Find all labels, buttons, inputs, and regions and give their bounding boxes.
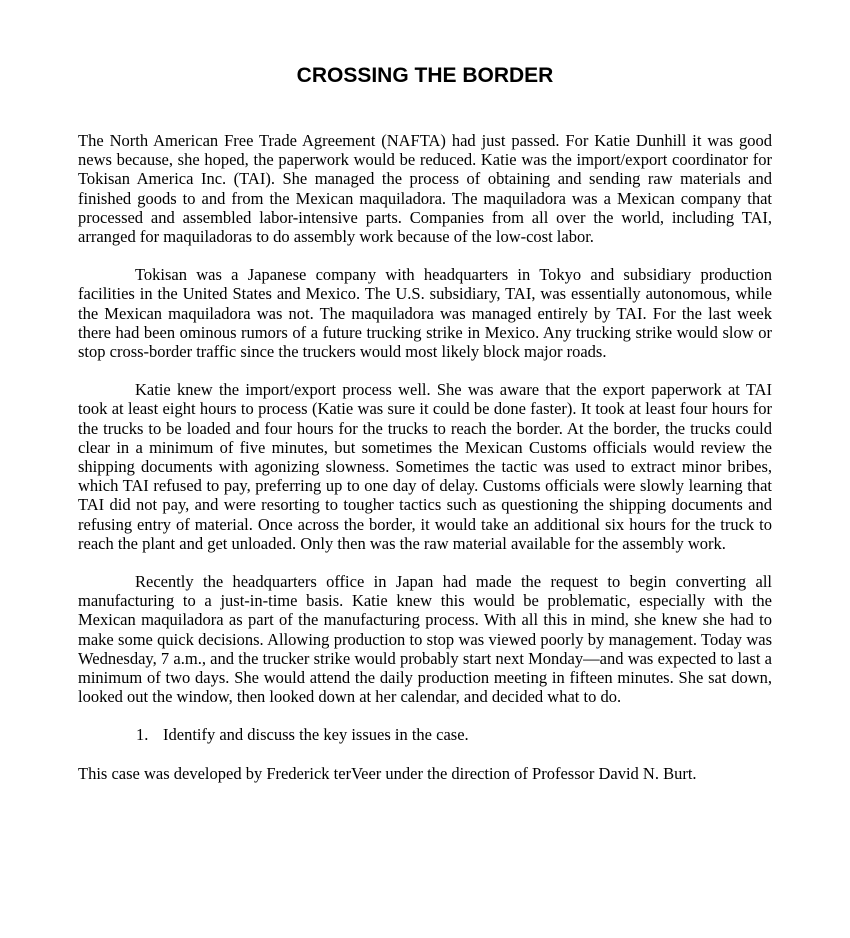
question-number: 1. (136, 725, 149, 745)
paragraph-decision: Recently the headquarters office in Japan had made the request to begin converting all manufacturing to a just-in-time basis. Katie knew this would be problematic, especially with the Mexican maquiladora as part of the manufacturing process. With all this in mind, she knew she had to make some quick decisions. Allowing production to stop was viewed poorly by management. Today was Wednesday, 7 a.m., and the trucker strike would probably start next Monday—and was expected to last a minimum of two days. She would attend the daily production meeting in fifteen minutes. She sat down, looked out the window, then looked down at her calendar, and decided what to do. (78, 572, 772, 707)
paragraph-company: Tokisan was a Japanese company with headquarters in Tokyo and subsidiary production facilities in the United States and Mexico. The U.S. subsidiary, TAI, was essentially autonomous, while the Mexican maquiladora was not. The maquiladora was managed entirely by TAI. For the last week there had been ominous rumors of a future trucking strike in Mexico. Any trucking strike would slow or stop cross-border traffic since the truckers would most likely block major roads. (78, 265, 772, 362)
document-title: CROSSING THE BORDER (296, 64, 554, 87)
document-page (78, 0, 772, 783)
paragraph-process: Katie knew the import/export process well. She was aware that the export paperwork at TAI took at least eight hours to process (Katie was sure it could be done faster). It took at least four hours for the trucks to be loaded and four hours for the trucks to reach the border. At the border, the trucks could clear in a minimum of five minutes, but sometimes the Mexican Customs officials would review the shipping documents with agonizing slowness. Sometimes the tactic was used to extract minor bribes, which TAI refused to pay, preferring up to one day of delay. Customs officials were slowly learning that TAI did not pay, and were resorting to tougher tactics such as questioning the shipping documents and refusing entry of material. Once across the border, it would take an additional six hours for the truck to reach the plant and get unloaded. Only then was the raw material available for the assembly work. (78, 380, 772, 553)
case-credit: This case was developed by Frederick terVeer under the direction of Professor David N. Burt. (78, 763, 697, 783)
paragraph-intro: The North American Free Trade Agreement (NAFTA) had just passed. For Katie Dunhill it was good news because, she hoped, the paperwork would be reduced. Katie was the import/export coordinator for Tokisan America Inc. (TAI). She managed the process of obtaining and sending raw materials and finished goods to and from the Mexican maquiladora. The maquiladora was a Mexican company that processed and assembled labor-intensive parts. Companies from all over the world, including TAI, arranged for maquiladoras to do assembly work because of the low-cost labor. (78, 131, 772, 247)
discussion-question (78, 725, 772, 744)
question-text: Identify and discuss the key issues in the case. (163, 725, 469, 745)
